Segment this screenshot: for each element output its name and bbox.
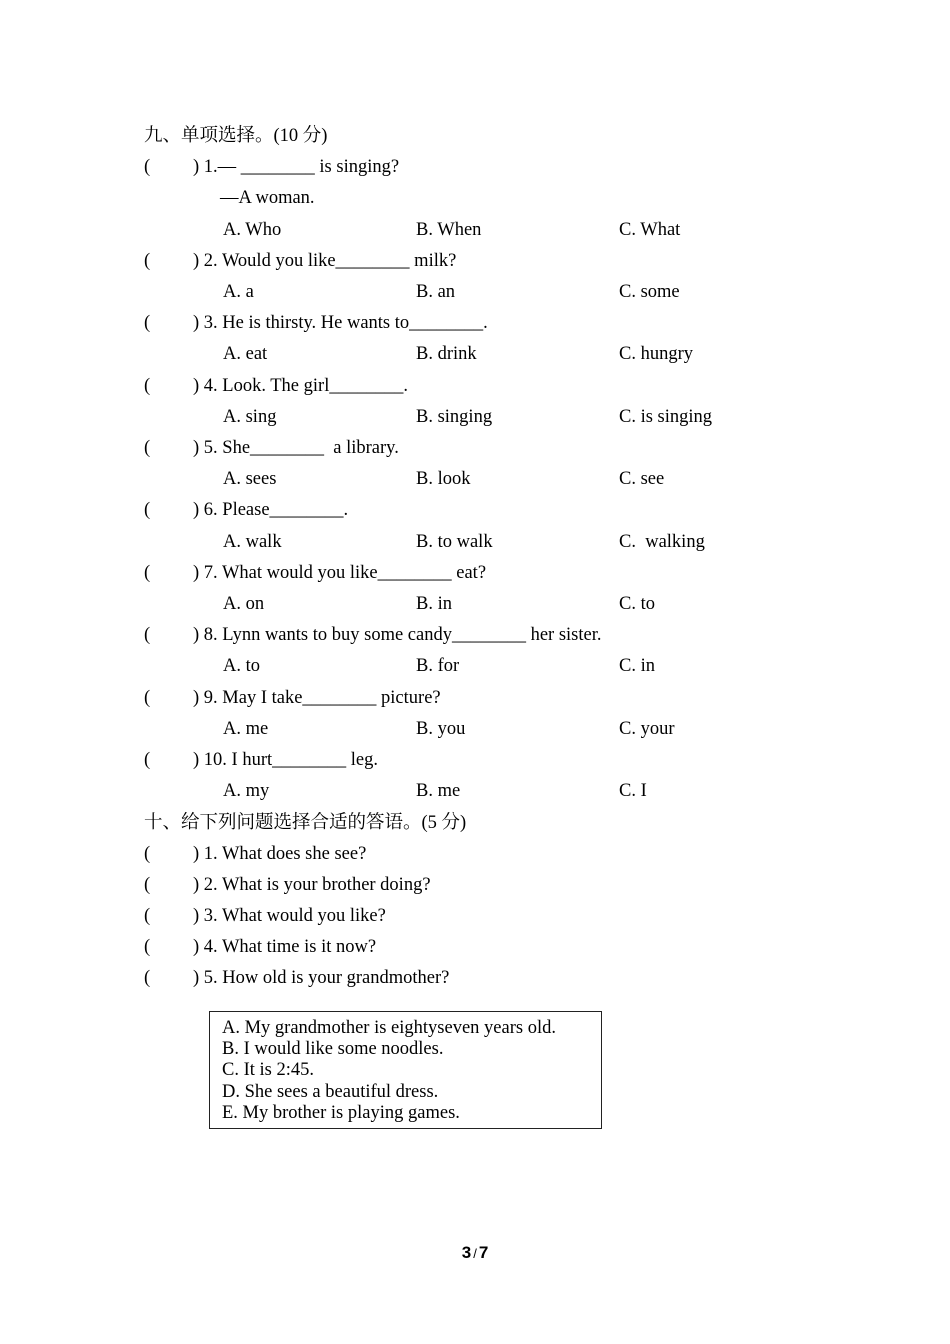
option-a[interactable]: A. on (223, 594, 265, 614)
option-c[interactable]: C. to (619, 594, 655, 614)
option-a[interactable]: A. sing (223, 407, 277, 427)
question-prompt: ) 10. I hurt________ leg. (193, 750, 378, 770)
option-c[interactable]: C. What (619, 220, 681, 240)
option-c[interactable]: C. walking (619, 532, 705, 552)
question-10 (0, 750, 950, 772)
option-c[interactable]: C. see (619, 469, 665, 489)
page-separator: / (473, 1246, 477, 1261)
question-7-options (0, 594, 950, 616)
answer-bracket[interactable]: ( (144, 875, 151, 895)
question-2 (0, 251, 950, 273)
question-prompt: ) 4. Look. The girl________. (193, 376, 408, 396)
question-5 (0, 438, 950, 460)
option-b[interactable]: B. When (416, 220, 482, 240)
question-8-options (0, 656, 950, 678)
question-3-options (0, 344, 950, 366)
answer-bracket[interactable]: ( (144, 251, 151, 271)
section-10-title: 十、给下列问题选择合适的答语。(5 分) (144, 813, 467, 833)
answer-bracket[interactable]: ( (144, 844, 151, 864)
question-9-options (0, 719, 950, 741)
option-b[interactable]: B. in (416, 594, 452, 614)
answer-options-box (209, 1011, 602, 1129)
matching-question-2 (0, 875, 950, 897)
question-prompt: ) 5. She________ a library. (193, 438, 399, 458)
answer-bracket[interactable]: ( (144, 157, 151, 177)
page-number (0, 1243, 950, 1263)
question-prompt: ) 5. How old is your grandmother? (193, 968, 450, 988)
question-prompt: ) 1. What does she see? (193, 844, 367, 864)
question-prompt: ) 2. What is your brother doing? (193, 875, 431, 895)
option-b[interactable]: B. an (416, 282, 456, 302)
question-4 (0, 376, 950, 398)
option-a[interactable]: A. me (223, 719, 269, 739)
option-b[interactable]: B. you (416, 719, 466, 739)
option-b[interactable]: B. me (416, 781, 461, 801)
question-1-options (0, 220, 950, 242)
answer-bracket[interactable]: ( (144, 906, 151, 926)
answer-bracket[interactable]: ( (144, 563, 151, 583)
option-a[interactable]: A. sees (223, 469, 277, 489)
matching-question-4 (0, 937, 950, 959)
answer-bracket[interactable]: ( (144, 688, 151, 708)
answer-option-b: B. I would like some noodles. (222, 1039, 444, 1060)
option-a[interactable]: A. walk (223, 532, 282, 552)
option-c[interactable]: C. in (619, 656, 655, 676)
question-6-options (0, 532, 950, 554)
question-5-options (0, 469, 950, 491)
option-c[interactable]: C. hungry (619, 344, 693, 364)
question-prompt: ) 4. What time is it now? (193, 937, 377, 957)
option-c[interactable]: C. your (619, 719, 675, 739)
question-2-options (0, 282, 950, 304)
answer-bracket[interactable]: ( (144, 500, 151, 520)
total-pages: 7 (478, 1243, 489, 1262)
question-4-options (0, 407, 950, 429)
answer-bracket[interactable]: ( (144, 750, 151, 770)
question-prompt: ) 9. May I take________ picture? (193, 688, 441, 708)
answer-option-c: C. It is 2:45. (222, 1060, 314, 1081)
answer-bracket[interactable]: ( (144, 376, 151, 396)
option-b[interactable]: B. singing (416, 407, 493, 427)
question-prompt: ) 7. What would you like________ eat? (193, 563, 487, 583)
question-prompt: ) 6. Please________. (193, 500, 349, 520)
option-c[interactable]: C. I (619, 781, 647, 801)
option-a[interactable]: A. my (223, 781, 270, 801)
answer-option-a: A. My grandmother is eightyseven years old. (222, 1018, 556, 1038)
option-b[interactable]: B. look (416, 469, 471, 489)
option-a[interactable]: A. eat (223, 344, 268, 364)
answer-bracket[interactable]: ( (144, 438, 151, 458)
option-c[interactable]: C. some (619, 282, 680, 302)
question-prompt: ) 1.— ________ is singing? (193, 157, 400, 177)
question-prompt-reply: —A woman. (220, 188, 315, 208)
question-prompt: ) 2. Would you like________ milk? (193, 251, 457, 271)
question-prompt: ) 8. Lynn wants to buy some candy________ her sister. (193, 625, 602, 645)
answer-option-e: E. My brother is playing games. (222, 1102, 460, 1123)
current-page: 3 (461, 1243, 472, 1262)
option-a[interactable]: A. to (223, 656, 260, 676)
answer-bracket[interactable]: ( (144, 937, 151, 957)
question-10-options (0, 781, 950, 803)
matching-question-1 (0, 844, 950, 866)
question-prompt: ) 3. What would you like? (193, 906, 386, 926)
answer-bracket[interactable]: ( (144, 625, 151, 645)
question-9 (0, 688, 950, 710)
question-8 (0, 625, 950, 647)
option-c[interactable]: C. is singing (619, 407, 713, 427)
question-1 (0, 157, 950, 179)
answer-option-d: D. She sees a beautiful dress. (222, 1081, 439, 1102)
option-b[interactable]: B. to walk (416, 532, 493, 552)
option-b[interactable]: B. drink (416, 344, 477, 364)
question-6 (0, 500, 950, 522)
option-a[interactable]: A. Who (223, 220, 282, 240)
section-9-title: 九、单项选择。(10 分) (144, 126, 328, 146)
question-prompt: ) 3. He is thirsty. He wants to________. (193, 313, 488, 333)
question-7 (0, 563, 950, 585)
option-a[interactable]: A. a (223, 282, 254, 302)
question-1-reply (0, 188, 950, 210)
answer-bracket[interactable]: ( (144, 968, 151, 988)
question-3 (0, 313, 950, 335)
answer-bracket[interactable]: ( (144, 313, 151, 333)
matching-question-5 (0, 968, 950, 990)
matching-question-3 (0, 906, 950, 928)
option-b[interactable]: B. for (416, 656, 460, 676)
